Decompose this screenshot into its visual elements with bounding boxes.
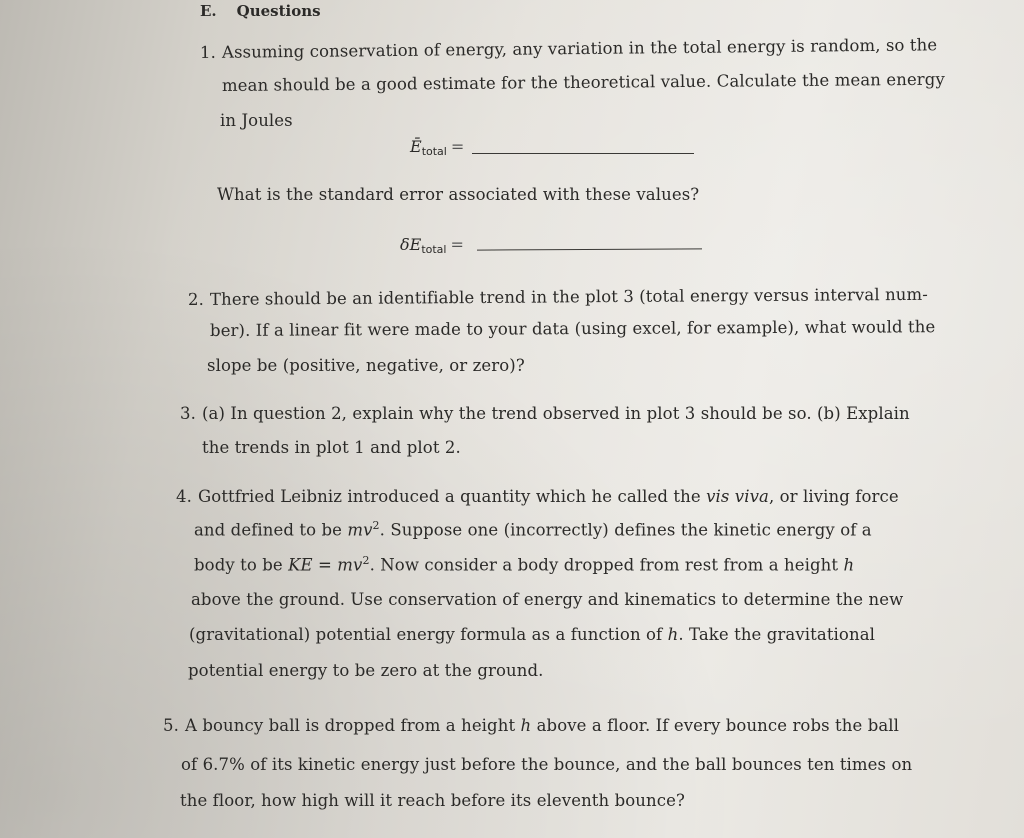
question-2-number: 2. (187, 289, 205, 309)
question-3-line-2: the trends in plot 1 and plot 2. (202, 438, 461, 457)
question-1-number: 1. (199, 42, 217, 62)
question-1-line-2: mean should be a good estimate for the theoretical value. Calculate the mean energy (221, 69, 945, 95)
mean-energy-formula: $Ē_{total}$ = (410, 137, 465, 158)
standard-error-question: What is the standard error associated with these values? (217, 185, 700, 204)
question-3-number: 3. (180, 404, 196, 423)
section-title: Questions (236, 2, 321, 20)
section-heading (200, 2, 321, 20)
question-5-number: 5. (163, 716, 179, 735)
question-2-line-1: 2. There should be an identifiable trend in the plot 3 (total energy versus interval num- (187, 284, 928, 309)
standard-error-answer-blank[interactable] (477, 248, 702, 250)
question-4-line-2: and defined to be $mv^2$. Suppose one (incorrectly) defines the kinetic energy of a (194, 519, 872, 540)
question-1-line-3: in Joules (220, 111, 293, 130)
question-3-line-1: 3. (a) In question 2, explain why the trend observed in plot 3 should be so. (b) Explain (180, 404, 910, 423)
question-1-line-1: 1. Assuming conservation of energy, any variation in the total energy is random, so the (199, 35, 938, 62)
question-2-line-2: ber). If a linear fit were made to your data (using excel, for example), what would the (209, 317, 936, 340)
section-label: E. (200, 2, 217, 20)
question-4-line-1: 4. Gottfried Leibniz introduced a quantity which he called the vis viva, or living force (176, 487, 899, 506)
mean-energy-answer-blank[interactable] (472, 153, 694, 154)
question-4-line-5: (gravitational) potential energy formula as a function of h. Take the gravitational (189, 625, 876, 644)
standard-error-formula: $\delta E_{total}$ = (400, 235, 464, 256)
question-4-line-4: above the ground. Use conservation of energy and kinematics to determine the new (191, 590, 904, 609)
question-5-line-3: the floor, how high will it reach before its eleventh bounce? (180, 791, 685, 810)
question-5-line-2: of 6.7% of its kinetic energy just before the bounce, and the ball bounces ten times on (181, 755, 913, 774)
question-2-line-3: slope be (positive, negative, or zero)? (207, 356, 525, 375)
question-4-line-3: body to be KE = $mv^2$. Now consider a body dropped from rest from a height h (194, 554, 855, 575)
question-4-line-6: potential energy to be zero at the ground. (188, 661, 544, 680)
question-5-line-1: 5. A bouncy ball is dropped from a height h above a floor. If every bounce robs the ball (163, 716, 900, 735)
question-4-number: 4. (176, 487, 192, 506)
